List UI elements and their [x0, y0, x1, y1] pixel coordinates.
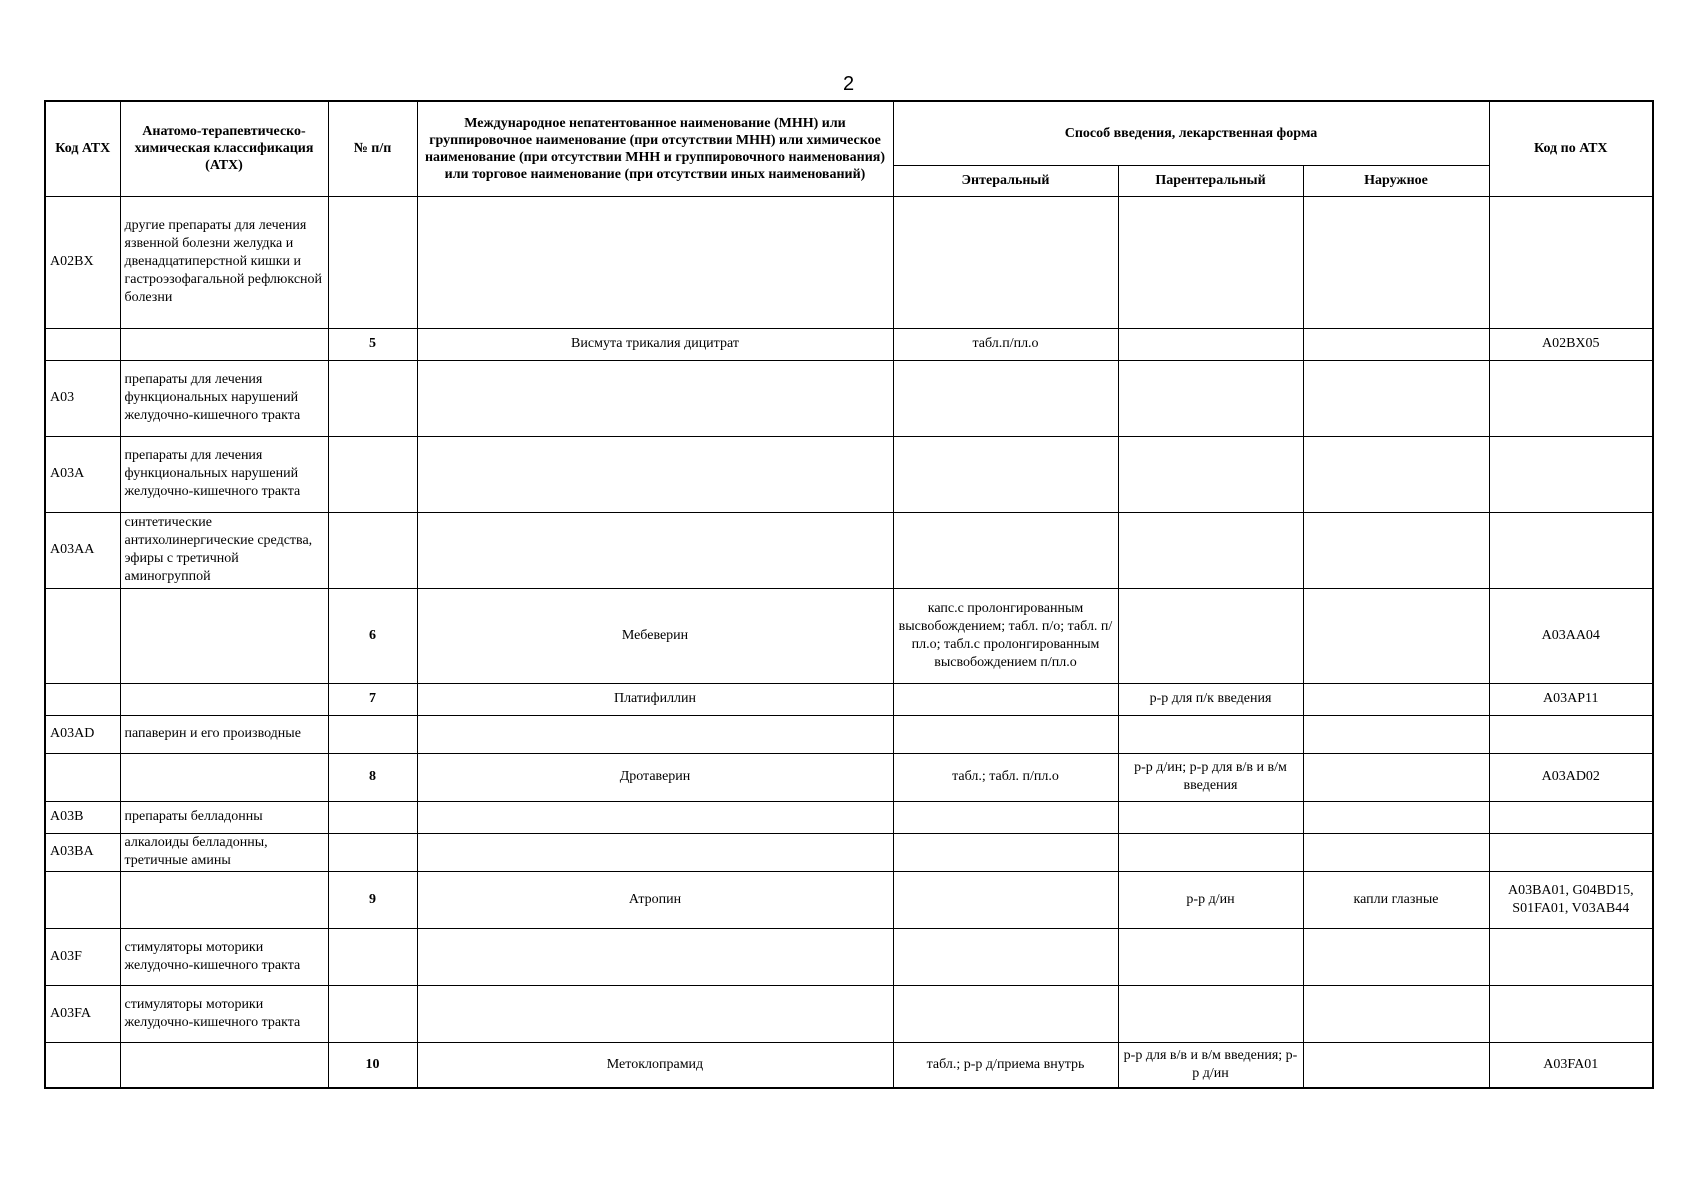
row-enteral-form: табл.; р-р д/приема внутрь	[893, 1042, 1118, 1088]
row-parenteral-form	[1118, 196, 1303, 328]
row-number: 10	[328, 1042, 417, 1088]
table-row	[45, 985, 1653, 1042]
row-atx-code	[1489, 801, 1653, 833]
row-number	[328, 928, 417, 985]
header-classification: Анатомо-терапевтическо-химическая классификация (АТХ)	[120, 101, 328, 196]
row-atx-code: A03BA01, G04BD15, S01FA01, V03AB44	[1489, 871, 1653, 928]
row-code: A03F	[45, 928, 120, 985]
row-classification: препараты для лечения функциональных нарушений желудочно-кишечного тракта	[120, 360, 328, 436]
table-row	[45, 328, 1653, 360]
row-number	[328, 436, 417, 512]
row-code: A03A	[45, 436, 120, 512]
row-drug-name: Платифиллин	[417, 683, 893, 715]
table-row	[45, 715, 1653, 753]
table-row	[45, 588, 1653, 683]
row-drug-name: Дротаверин	[417, 753, 893, 801]
table-row	[45, 360, 1653, 436]
row-drug-name: Атропин	[417, 871, 893, 928]
row-external-form	[1303, 512, 1489, 588]
row-atx-code	[1489, 715, 1653, 753]
row-number	[328, 985, 417, 1042]
row-external-form	[1303, 683, 1489, 715]
table-row	[45, 1042, 1653, 1088]
row-external-form	[1303, 196, 1489, 328]
row-external-form	[1303, 436, 1489, 512]
row-drug-name: Метоклопрамид	[417, 1042, 893, 1088]
row-code: A03FA	[45, 985, 120, 1042]
row-atx-code: A03AP11	[1489, 683, 1653, 715]
row-number: 8	[328, 753, 417, 801]
row-external-form: капли глазные	[1303, 871, 1489, 928]
row-drug-name	[417, 985, 893, 1042]
row-external-form	[1303, 588, 1489, 683]
row-number	[328, 512, 417, 588]
row-code: A03AA	[45, 512, 120, 588]
row-classification: папаверин и его производные	[120, 715, 328, 753]
table-row	[45, 833, 1653, 871]
row-number: 5	[328, 328, 417, 360]
row-atx-code: A03AA04	[1489, 588, 1653, 683]
table-row	[45, 928, 1653, 985]
row-code	[45, 753, 120, 801]
row-number: 6	[328, 588, 417, 683]
row-classification: препараты белладонны	[120, 801, 328, 833]
row-parenteral-form: р-р д/ин	[1118, 871, 1303, 928]
row-atx-code	[1489, 928, 1653, 985]
row-external-form	[1303, 328, 1489, 360]
row-external-form	[1303, 801, 1489, 833]
row-enteral-form	[893, 512, 1118, 588]
atx-table	[44, 100, 1654, 1089]
row-code	[45, 328, 120, 360]
row-classification: алкалоиды белладонны, третичные амины	[120, 833, 328, 871]
row-code	[45, 683, 120, 715]
row-external-form	[1303, 985, 1489, 1042]
row-parenteral-form	[1118, 588, 1303, 683]
row-code	[45, 1042, 120, 1088]
row-drug-name: Висмута трикалия дицитрат	[417, 328, 893, 360]
row-code: A03BA	[45, 833, 120, 871]
row-number	[328, 801, 417, 833]
header-external: Наружное	[1303, 165, 1489, 196]
row-classification: стимуляторы моторики желудочно-кишечного тракта	[120, 928, 328, 985]
header-parenteral: Парентеральный	[1118, 165, 1303, 196]
header-number: № п/п	[328, 101, 417, 196]
row-classification	[120, 588, 328, 683]
row-external-form	[1303, 360, 1489, 436]
row-parenteral-form	[1118, 328, 1303, 360]
row-enteral-form	[893, 985, 1118, 1042]
page-number: 2	[842, 73, 855, 95]
row-drug-name	[417, 928, 893, 985]
row-parenteral-form	[1118, 715, 1303, 753]
row-classification: другие препараты для лечения язвенной болезни желудка и двенадцатиперстной кишки и гастроэзофагальной рефлюксной болезни	[120, 196, 328, 328]
row-external-form	[1303, 1042, 1489, 1088]
header-atx-code: Код по АТХ	[1489, 101, 1653, 196]
row-drug-name	[417, 360, 893, 436]
row-atx-code: A03FA01	[1489, 1042, 1653, 1088]
row-external-form	[1303, 753, 1489, 801]
row-classification	[120, 683, 328, 715]
row-atx-code	[1489, 196, 1653, 328]
row-drug-name	[417, 512, 893, 588]
table-row	[45, 436, 1653, 512]
row-enteral-form	[893, 196, 1118, 328]
row-external-form	[1303, 715, 1489, 753]
row-enteral-form: табл.п/пл.о	[893, 328, 1118, 360]
row-number	[328, 360, 417, 436]
row-drug-name	[417, 436, 893, 512]
row-enteral-form	[893, 436, 1118, 512]
row-enteral-form	[893, 833, 1118, 871]
row-enteral-form	[893, 928, 1118, 985]
row-code: A03AD	[45, 715, 120, 753]
row-parenteral-form: р-р для в/в и в/м введения; р-р д/ин	[1118, 1042, 1303, 1088]
row-parenteral-form	[1118, 985, 1303, 1042]
row-enteral-form	[893, 360, 1118, 436]
row-classification: препараты для лечения функциональных нарушений желудочно-кишечного тракта	[120, 436, 328, 512]
row-parenteral-form: р-р д/ин; р-р для в/в и в/м введения	[1118, 753, 1303, 801]
row-classification	[120, 1042, 328, 1088]
row-number	[328, 833, 417, 871]
header-code: Код АТХ	[45, 101, 120, 196]
row-atx-code	[1489, 512, 1653, 588]
row-atx-code: A03AD02	[1489, 753, 1653, 801]
row-parenteral-form	[1118, 512, 1303, 588]
table-row	[45, 753, 1653, 801]
header-enteral: Энтеральный	[893, 165, 1118, 196]
row-parenteral-form	[1118, 833, 1303, 871]
row-code	[45, 588, 120, 683]
row-parenteral-form	[1118, 928, 1303, 985]
table-row	[45, 871, 1653, 928]
row-number	[328, 715, 417, 753]
row-classification	[120, 871, 328, 928]
table-row	[45, 512, 1653, 588]
row-classification: стимуляторы моторики желудочно-кишечного тракта	[120, 985, 328, 1042]
row-number	[328, 196, 417, 328]
row-number: 7	[328, 683, 417, 715]
row-enteral-form: табл.; табл. п/пл.о	[893, 753, 1118, 801]
row-parenteral-form	[1118, 801, 1303, 833]
row-atx-code	[1489, 436, 1653, 512]
row-external-form	[1303, 833, 1489, 871]
row-parenteral-form	[1118, 360, 1303, 436]
row-enteral-form	[893, 871, 1118, 928]
row-classification: синтетические антихолинергические средства, эфиры с третичной аминогруппой	[120, 512, 328, 588]
row-parenteral-form	[1118, 436, 1303, 512]
header-name: Международное непатентованное наименование (МНН) или группировочное наименование (при отсутствии МНН) или химическое наименование (при отсутствии МНН и группировочного наименования) или торговое наименование (при отсутствии иных наименований)	[417, 101, 893, 196]
row-drug-name	[417, 196, 893, 328]
row-enteral-form	[893, 683, 1118, 715]
row-atx-code	[1489, 833, 1653, 871]
row-enteral-form	[893, 801, 1118, 833]
header-route-group: Способ введения, лекарственная форма	[893, 101, 1489, 165]
row-drug-name: Мебеверин	[417, 588, 893, 683]
row-external-form	[1303, 928, 1489, 985]
table-header	[45, 101, 1653, 196]
row-enteral-form: капс.с пролонгированным высвобождением; табл. п/о; табл. п/пл.о; табл.с пролонгированным высвобождением п/пл.о	[893, 588, 1118, 683]
row-code: A03	[45, 360, 120, 436]
table-row	[45, 683, 1653, 715]
table-body	[45, 196, 1653, 1088]
row-atx-code	[1489, 985, 1653, 1042]
row-drug-name	[417, 801, 893, 833]
row-code: A03B	[45, 801, 120, 833]
row-parenteral-form: р-р для п/к введения	[1118, 683, 1303, 715]
row-number: 9	[328, 871, 417, 928]
table-row	[45, 801, 1653, 833]
row-classification	[120, 753, 328, 801]
row-drug-name	[417, 715, 893, 753]
row-code	[45, 871, 120, 928]
row-enteral-form	[893, 715, 1118, 753]
row-drug-name	[417, 833, 893, 871]
row-atx-code	[1489, 360, 1653, 436]
table-row	[45, 196, 1653, 328]
row-classification	[120, 328, 328, 360]
row-atx-code: A02BX05	[1489, 328, 1653, 360]
row-code: A02BX	[45, 196, 120, 328]
